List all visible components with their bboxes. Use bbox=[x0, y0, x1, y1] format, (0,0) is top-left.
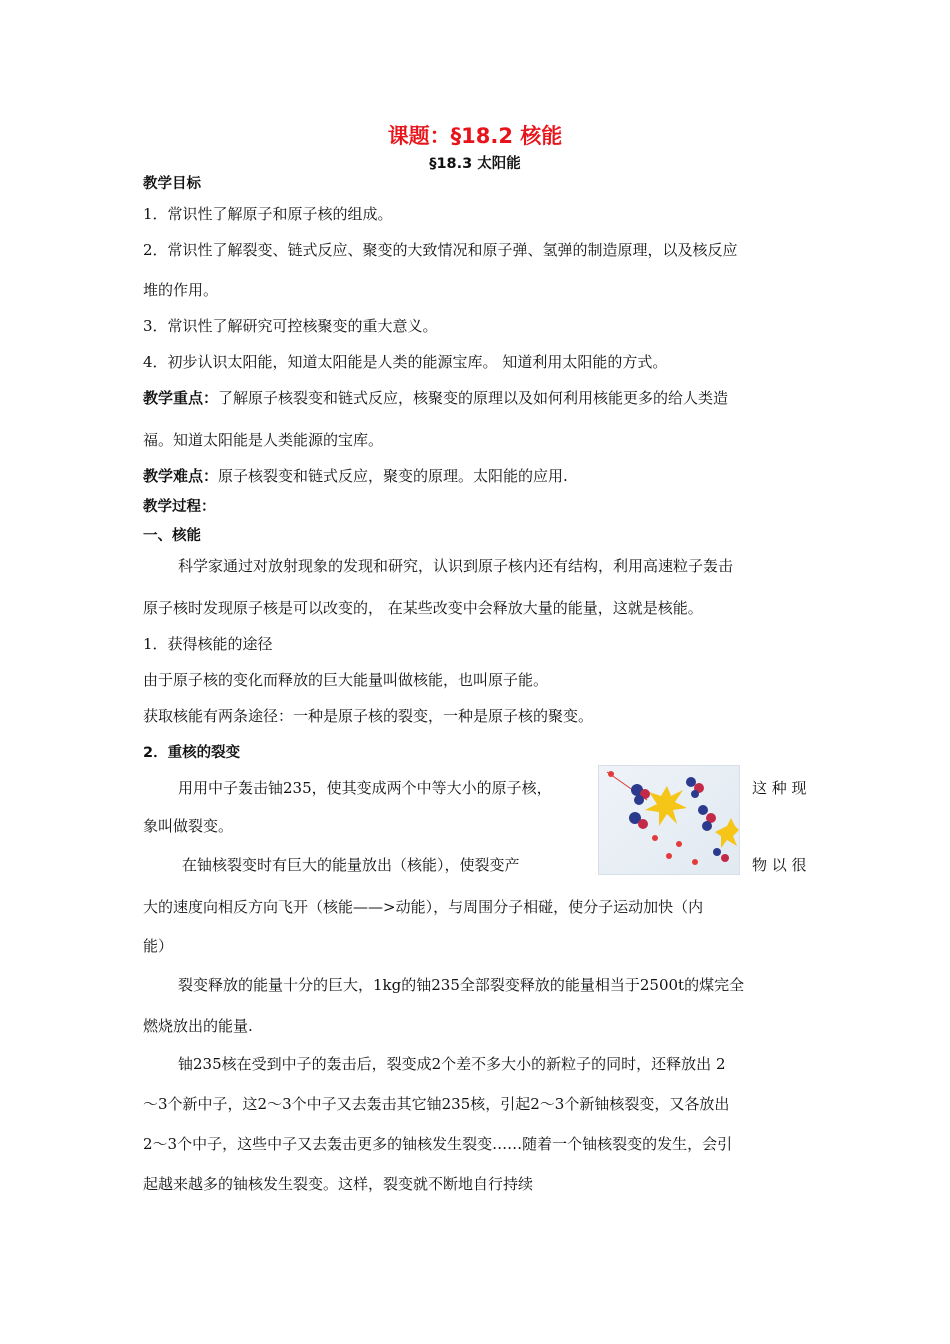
page-title: 课题：§18.2 核能 bbox=[387, 124, 563, 148]
fission-p2-left: 在铀核裂变时有巨大的能量放出（核能），使裂变产 bbox=[182, 856, 520, 874]
fission-p2-line2: 大的速度向相反方向飞开（核能——>动能），与周围分子相碰，使分子运动加快（内 bbox=[143, 898, 704, 916]
objective-2-cont: 堆的作用。 bbox=[143, 281, 219, 299]
item2-heading: 2．重核的裂变 bbox=[143, 745, 241, 761]
fission-p3-line2: 燃烧放出的能量. bbox=[143, 1017, 253, 1035]
fission-p2-right: 物 以 很 bbox=[752, 856, 807, 874]
item1-line1: 由于原子核的变化而释放的巨大能量叫做核能，也叫原子能。 bbox=[143, 671, 549, 689]
fission-p1-right: 这 种 现 bbox=[752, 779, 807, 797]
objective-1: 1．常识性了解原子和原子核的组成。 bbox=[143, 205, 393, 223]
nuclear-fission-diagram-icon bbox=[599, 766, 739, 874]
fission-p3-line1: 裂变释放的能量十分的巨大，1kg的铀235全部裂变释放的能量相当于2500t的煤完全 bbox=[178, 976, 745, 994]
objective-4: 4．初步认识太阳能，知道太阳能是人类的能源宝库。 知道利用太阳能的方式。 bbox=[143, 353, 668, 371]
process-heading: 教学过程： bbox=[143, 499, 216, 515]
intro-line2: 原子核时发现原子核是可以改变的， 在某些改变中会释放大量的能量，这就是核能。 bbox=[143, 599, 703, 617]
objectives-heading: 教学目标 bbox=[143, 176, 201, 192]
fission-p4-line4: 起越来越多的铀核发生裂变。这样，裂变就不断地自行持续 bbox=[143, 1175, 534, 1193]
objective-3: 3．常识性了解研究可控核聚变的重大意义。 bbox=[143, 317, 438, 335]
key-points-line1 bbox=[143, 388, 809, 408]
fission-p4-line2: ～3个新中子，这2～3个中子又去轰击其它铀235核，引起2～3个新铀核裂变，又各放出 bbox=[143, 1095, 730, 1113]
item1-heading: 1．获得核能的途径 bbox=[143, 635, 273, 653]
page-subtitle: §18.3 太阳能 bbox=[429, 156, 521, 172]
difficulties-text: 原子核裂变和链式反应，聚变的原理。太阳能的应用. bbox=[218, 467, 568, 485]
fission-p2-line3: 能） bbox=[143, 937, 174, 955]
key-points-line2: 福。知道太阳能是人类能源的宝库。 bbox=[143, 431, 384, 449]
fission-p1-left: 用用中子轰击铀235，使其变成两个中等大小的原子核， bbox=[178, 779, 552, 797]
difficulties-label: 教学难点： bbox=[143, 467, 219, 485]
intro-line1: 科学家通过对放射现象的发现和研究，认识到原子核内还有结构，利用高速粒子轰击 bbox=[178, 557, 734, 575]
section1-heading: 一、核能 bbox=[143, 528, 201, 544]
difficulties-line bbox=[143, 466, 809, 486]
fission-p4-line1: 铀235核在受到中子的轰击后，裂变成2个差不多大小的新粒子的同时，还释放出 2 bbox=[178, 1055, 726, 1073]
item1-line2: 获取核能有两条途径：一种是原子核的裂变，一种是原子核的聚变。 bbox=[143, 707, 594, 725]
objective-2: 2．常识性了解裂变、链式反应、聚变的大致情况和原子弹、氢弹的制造原理，以及核反应 bbox=[143, 241, 738, 259]
fission-p4-line3: 2～3个中子，这些中子又去轰击更多的铀核发生裂变……随着一个铀核裂变的发生，会引 bbox=[143, 1135, 733, 1153]
fission-figure bbox=[598, 765, 740, 875]
key-points-label: 教学重点： bbox=[143, 389, 219, 407]
key-points-text: 了解原子核裂变和链式反应，核聚变的原理以及如何利用核能更多的给人类造 bbox=[218, 389, 729, 407]
fission-p1-line2: 象叫做裂变。 bbox=[143, 817, 234, 835]
